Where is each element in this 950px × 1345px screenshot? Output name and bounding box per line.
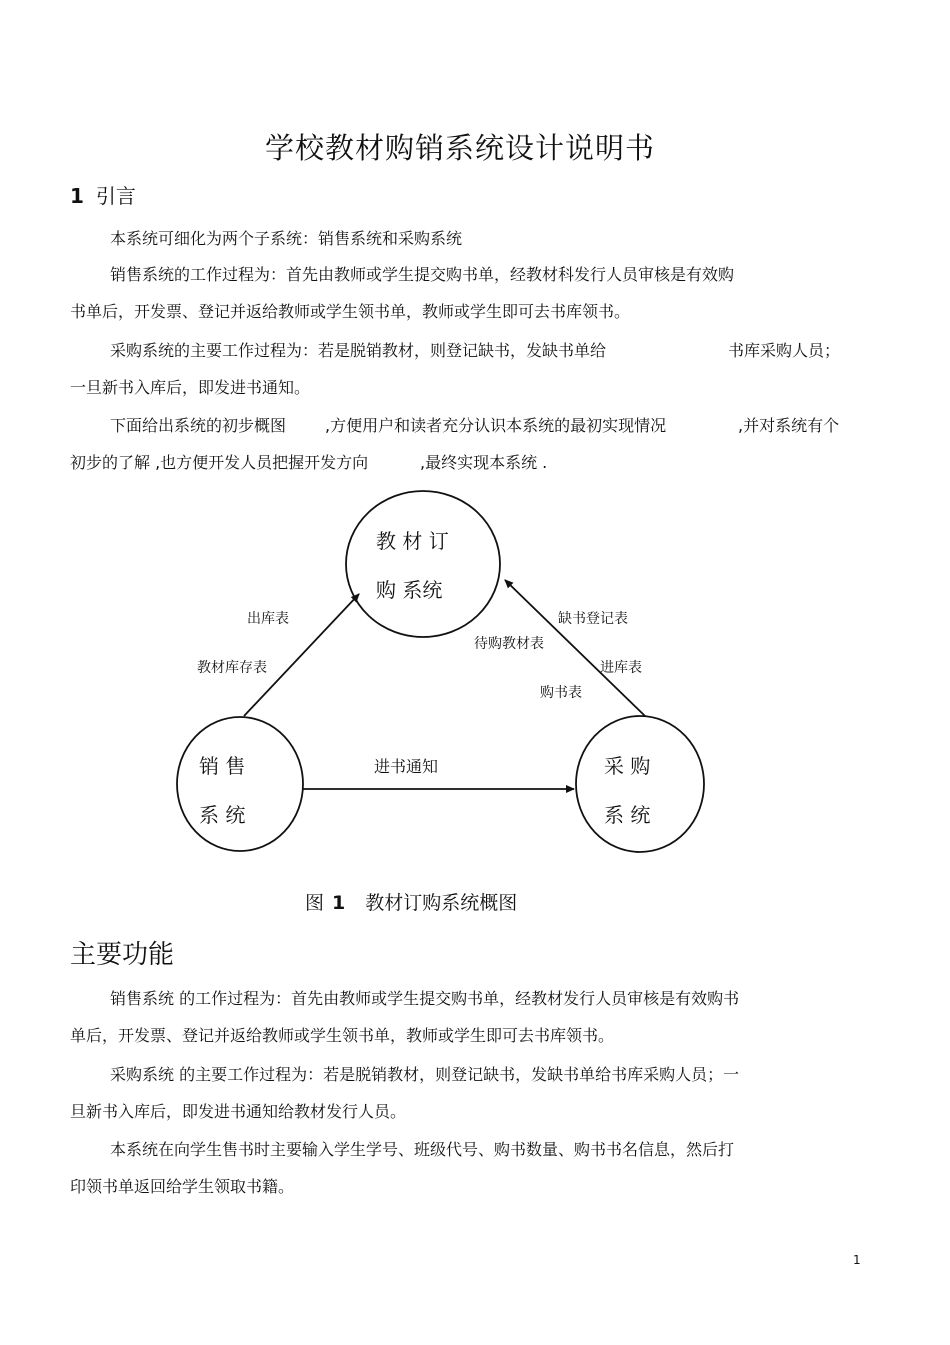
inbound-list-label: 进库表 [600, 660, 642, 676]
figure-caption-prefix: 图 [305, 892, 325, 914]
section-number: 1 [70, 184, 84, 208]
figure-caption [305, 888, 517, 915]
functions-paragraph-2-line-2: 旦新书入库后，即发进书通知给教材发行人员。 [70, 1102, 407, 1121]
arrival-notice-label: 进书通知 [374, 757, 439, 776]
outbound-list-label: 出库表 [247, 611, 289, 627]
page-number: 1 [853, 1253, 861, 1267]
figure-caption-text: 教材订购系统概图 [365, 892, 518, 914]
intro-paragraph-3-line-2: 一旦新书入库后，即发进书通知。 [70, 378, 311, 397]
purchase-node-label-line-1: 采 购 [604, 754, 651, 778]
figure-caption-number: 1 [332, 892, 346, 914]
functions-paragraph-2-line-1: 采购系统 的主要工作过程为：若是脱销教材，则登记缺书，发缺书单给书库采购人员；一 [110, 1065, 740, 1084]
functions-paragraph-1-line-2: 单后，开发票、登记并返给教师或学生领书单，教师或学生即可去书库领书。 [70, 1026, 615, 1045]
intro-paragraph-4-line-1a: 下面给出系统的初步概图 [110, 416, 287, 435]
purchase-system-node [576, 716, 704, 852]
functions-paragraph-1-line-1: 销售系统 的工作过程为：首先由教师或学生提交购书单，经教材发行人员审核是有效购书 [110, 989, 740, 1008]
sales-node-label-line-2: 系 统 [199, 803, 246, 827]
intro-paragraph-4-line-1b: ,方便用户和读者充分认识本系统的最初实现情况 [325, 416, 667, 435]
purchase-list-label: 购书表 [540, 685, 582, 701]
intro-paragraph-3-line-1a: 采购系统的主要工作过程为：若是脱销教材，则登记缺书，发缺书单给 [110, 341, 607, 360]
order-node-label-line-1: 教 材 订 [376, 529, 449, 553]
intro-paragraph-2-line-1: 销售系统的工作过程为：首先由教师或学生提交购书单，经教材科发行人员审核是有效购 [110, 265, 735, 284]
pending-purchase-label: 待购教材表 [474, 636, 544, 652]
order-node-label-line-2: 购 系统 [376, 578, 443, 602]
intro-paragraph-3-line-1b: 书库采购人员； [728, 341, 841, 360]
purchase-node-label-line-2: 系 统 [604, 803, 651, 827]
section-title: 引言 [95, 184, 136, 208]
sales-system-node [177, 717, 303, 851]
functions-paragraph-3-line-2: 印领书单返回给学生领取书籍。 [70, 1177, 295, 1196]
intro-paragraph-2-line-2: 书单后，开发票、登记并返给教师或学生领书单，教师或学生即可去书库领书。 [70, 302, 631, 321]
section-heading-main-functions: 主要功能 [70, 940, 175, 970]
intro-paragraph-4-line-2a: 初步的了解 ,也方便开发人员把握开发方向 [70, 453, 369, 472]
intro-paragraph-1: 本系统可细化为两个子系统：销售系统和采购系统 [110, 229, 463, 248]
shortage-register-label: 缺书登记表 [558, 611, 628, 627]
intro-paragraph-4-line-2b: ,最终实现本系统 . [420, 453, 548, 472]
inventory-list-label: 教材库存表 [197, 660, 267, 676]
sales-node-label-line-1: 销 售 [199, 754, 246, 778]
functions-paragraph-3-line-1: 本系统在向学生售书时主要输入学生学号、班级代号、购书数量、购书书名信息，然后打 [110, 1140, 735, 1159]
order-system-node [346, 491, 500, 637]
document-title: 学校教材购销系统设计说明书 [264, 131, 655, 165]
intro-paragraph-4-line-1c: ,并对系统有个 [738, 416, 840, 435]
